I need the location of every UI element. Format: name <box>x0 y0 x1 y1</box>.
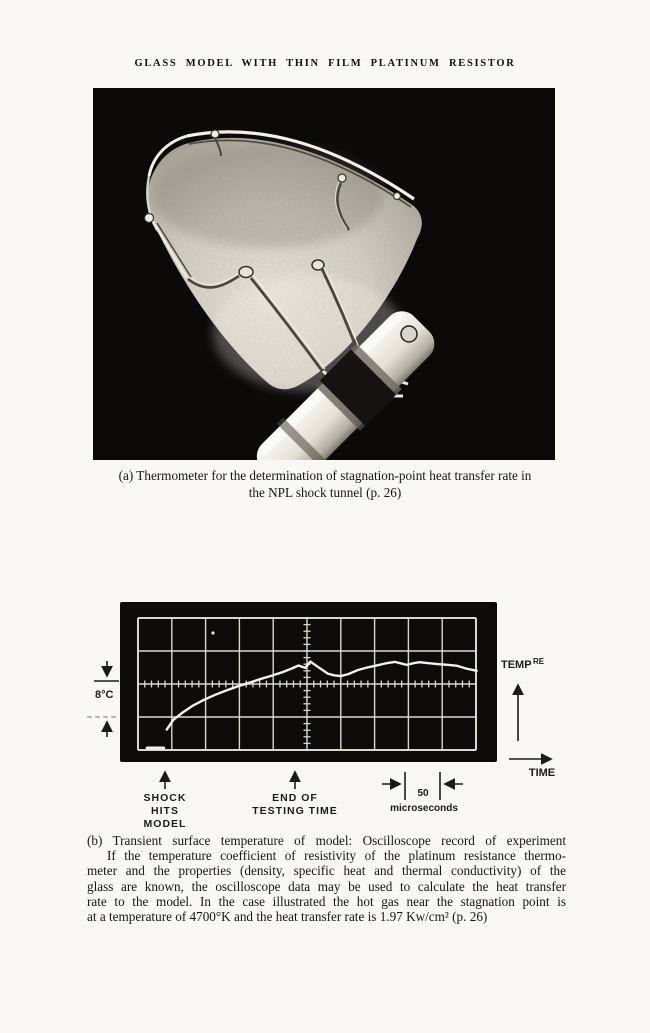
figure-b-oscilloscope <box>0 595 650 830</box>
y-axis-label: TEMP <box>501 659 532 671</box>
screen-blemish-dot <box>211 631 214 634</box>
caption-b-line: If the temperature coefficient of resistivity of the platinum resistance thermo- <box>107 848 566 864</box>
figure-a-photograph <box>93 88 555 460</box>
shock-label-line3: MODEL <box>143 818 187 830</box>
caption-b-line: rate to the model. In the case illustrated the hot gas near the stagnation point is <box>87 893 566 909</box>
caption-a-line1: (a) Thermometer for the determination of stagnation-point heat transfer rate in <box>118 468 532 483</box>
page-title: GLASS MODEL WITH THIN FILM PLATINUM RESISTOR <box>134 58 516 69</box>
y-axis-label-superscript: RE <box>533 657 545 666</box>
end-label-line1: END OF <box>272 792 318 804</box>
caption-b-line: at a temperature of 4700°K and the heat transfer rate is 1.97 Kw/cm² (p. 26) <box>87 909 488 925</box>
caption-b-line: meter and the properties (density, specific heat and thermal conductivity) of the <box>87 863 566 879</box>
timescale-value: 50 <box>417 788 429 799</box>
figure-b-caption <box>87 833 566 924</box>
axis-annotations <box>501 657 555 779</box>
oscilloscope-diagram <box>0 595 650 830</box>
caption-b-line: (b) Transient surface temperature of model: Oscilloscope record of experiment <box>87 833 566 848</box>
event-annotations <box>144 772 463 830</box>
y-scale-label: 8°C <box>95 689 114 701</box>
caption-b-line: glass are known, the oscilloscope data may be used to calculate the heat transfer <box>87 878 566 894</box>
end-label-line2: TESTING TIME <box>252 805 338 817</box>
shock-label-line1: SHOCK <box>143 792 187 804</box>
figure-a-caption <box>55 467 595 501</box>
timescale-unit: microseconds <box>390 803 458 814</box>
oscilloscope-screen <box>120 602 497 762</box>
glass-model-photo <box>93 88 555 460</box>
caption-a-line2: the NPL shock tunnel (p. 26) <box>248 485 402 500</box>
x-axis-label: TIME <box>528 767 556 779</box>
shock-label-line2: HITS <box>151 805 179 817</box>
